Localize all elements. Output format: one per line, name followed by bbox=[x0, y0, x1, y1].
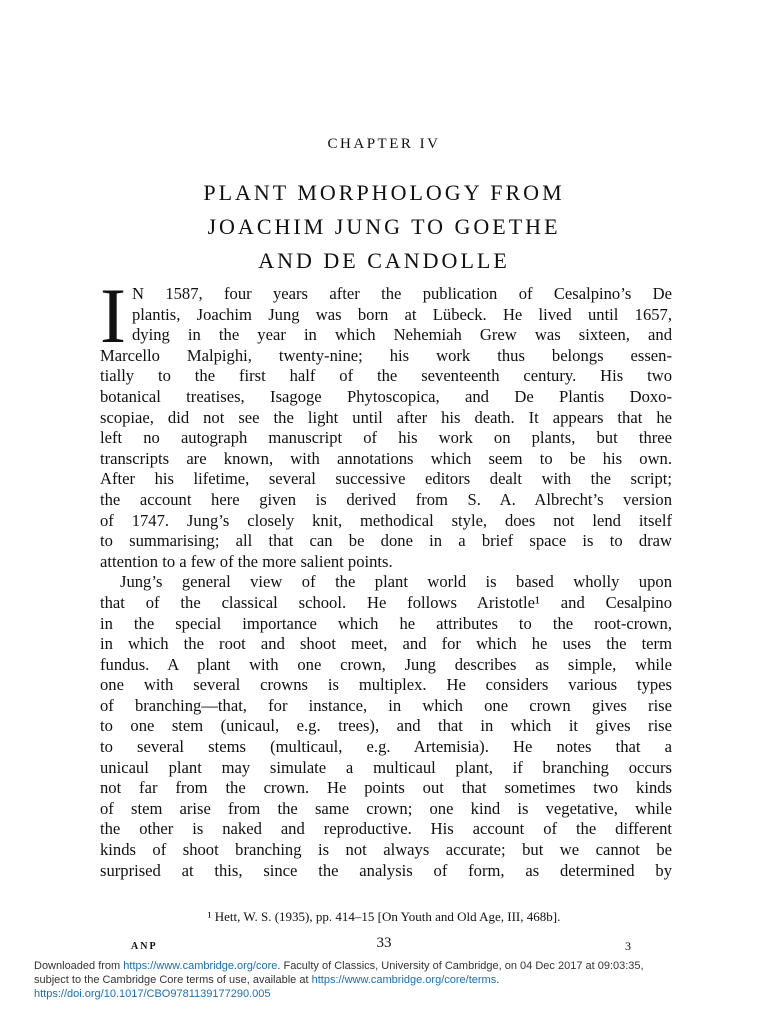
text-line: unicaul plant may simulate a multicaul plant, if branching occurs bbox=[100, 757, 672, 777]
terms-suffix: . bbox=[496, 974, 500, 986]
text-line: surprised at this, since the analysis of form, as determined by bbox=[100, 860, 672, 880]
page-number: 33 bbox=[376, 935, 392, 951]
text-line: botanical treatises, Isagoge Phytoscopica, and De Plantis Doxo- bbox=[100, 386, 672, 406]
text-line: dying in the year in which Nehemiah Grew was sixteen, and bbox=[132, 325, 672, 345]
doi-link[interactable]: https://doi.org/10.1017/CBO9781139177290.005 bbox=[34, 988, 271, 1000]
chapter-title bbox=[0, 176, 768, 278]
text-line: tially to the first half of the seventeenth century. His two bbox=[100, 366, 672, 386]
text-line: Jung’s general view of the plant world is based wholly upon bbox=[120, 572, 672, 592]
text-line: to summarising; all that can be done in a brief space is to draw bbox=[100, 531, 672, 551]
chapter-title-line: AND DE CANDOLLE bbox=[258, 248, 510, 273]
text-line: one with several crowns is multiplex. He considers various types bbox=[100, 675, 672, 695]
text-line: the account here given is derived from S. A. Albrecht’s version bbox=[100, 489, 672, 509]
text-line: kinds of shoot branching is not always accurate; but we cannot be bbox=[100, 840, 672, 860]
text-line: of 1747. Jung’s closely knit, methodical style, does not lend itself bbox=[100, 510, 672, 530]
body-text bbox=[100, 284, 672, 881]
signature-mark: ANP bbox=[131, 941, 158, 952]
text-line: fundus. A plant with one crown, Jung describes as simple, while bbox=[100, 654, 672, 674]
core-link[interactable]: https://www.cambridge.org/core bbox=[123, 960, 278, 972]
text-line: that of the classical school. He follows Aristotle¹ and Cesalpino bbox=[100, 592, 672, 612]
text-line: Marcello Malpighi, twenty-nine; his work thus belongs essen- bbox=[100, 345, 672, 365]
text-line: plantis, Joachim Jung was born at Lübeck. He lived until 1657, bbox=[132, 304, 672, 324]
text-line: to several stems (multicaul, e.g. Artemisia). He notes that a bbox=[100, 737, 672, 757]
text-line: left no autograph manuscript of his work on plants, but three bbox=[100, 428, 672, 448]
text-line: in which the root and shoot meet, and for which he uses the term bbox=[100, 634, 672, 654]
text-line: to one stem (unicaul, e.g. trees), and that in which it gives rise bbox=[100, 716, 672, 736]
footnote: ¹ Hett, W. S. (1935), pp. 414–15 [On Youth and Old Age, III, 468b]. bbox=[207, 909, 561, 924]
sheet-number: 3 bbox=[625, 939, 631, 953]
text-line: not far from the crown. He points out that sometimes two kinds bbox=[100, 778, 672, 798]
text-line: of stem arise from the same crown; one kind is vegetative, while bbox=[100, 798, 672, 818]
chapter-title-line: PLANT MORPHOLOGY FROM bbox=[203, 180, 565, 205]
text-line: of branching—that, for instance, in which one crown gives rise bbox=[100, 695, 672, 715]
chapter-title-line: JOACHIM JUNG TO GOETHE bbox=[207, 214, 561, 239]
chapter-label: CHAPTER IV bbox=[327, 136, 441, 152]
drop-cap: I bbox=[100, 272, 126, 359]
text-line: N 1587, four years after the publication of Cesalpino’s De bbox=[132, 284, 672, 303]
text-line: transcripts are known, with annotations which seem to be his own. bbox=[100, 448, 672, 468]
terms-prefix: subject to the Cambridge Core terms of use, available at bbox=[34, 974, 312, 986]
terms-link[interactable]: https://www.cambridge.org/core/terms bbox=[311, 974, 497, 986]
download-info: . Faculty of Classics, University of Cambridge, on 04 Dec 2017 at 09:03:35, bbox=[277, 960, 644, 972]
text-line: scopiae, did not see the light until after his death. It appears that he bbox=[100, 407, 672, 427]
text-line: in the special importance which he attributes to the root-crown, bbox=[100, 613, 672, 633]
text-line: attention to a few of the more salient points. bbox=[100, 551, 393, 571]
download-notice bbox=[34, 959, 734, 1001]
text-line: After his lifetime, several successive editors dealt with the script; bbox=[100, 469, 672, 489]
download-prefix: Downloaded from bbox=[34, 960, 124, 972]
text-line: the other is naked and reproductive. His account of the different bbox=[100, 819, 672, 839]
